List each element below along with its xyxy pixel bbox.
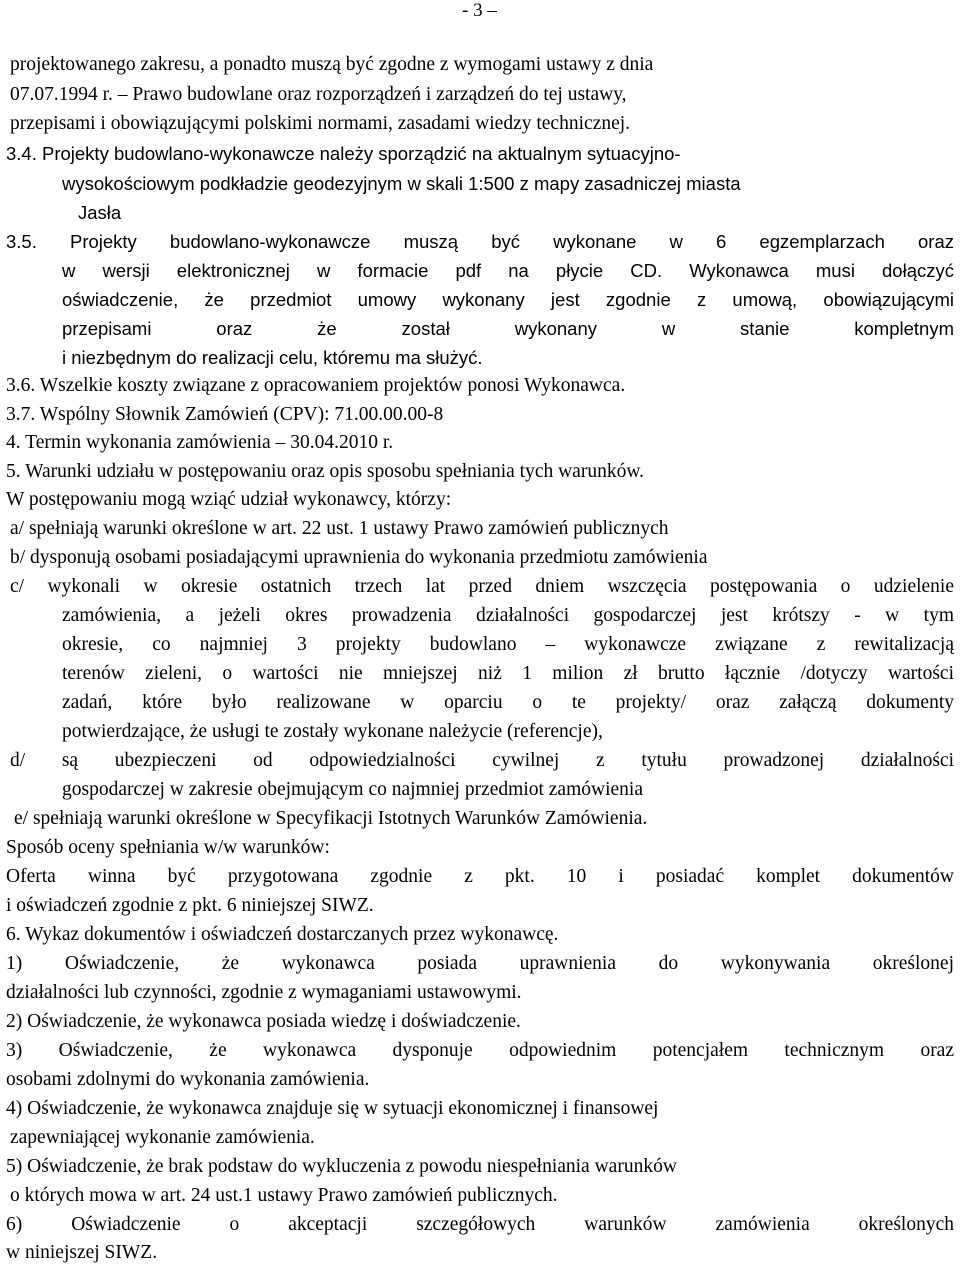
text-line: okresie, co najmniej 3 projekty budowlano – wykonawcze związane z rewitalizacją xyxy=(62,634,954,655)
text-line: zadań, które było realizowane w oparciu o te projekty/ oraz załączą dokumenty xyxy=(62,692,954,713)
text-line: przepisami oraz że został wykonany w stanie kompletnym xyxy=(62,318,954,339)
text-line: osobami zdolnymi do wykonania zamówienia. xyxy=(6,1069,370,1090)
text-line: terenów zieleni, o wartości nie mniejszej niż 1 milion zł brutto łącznie /dotyczy wartości xyxy=(62,663,954,684)
text-line: gospodarczej w zakresie obejmującym co najmniej przedmiot zamówienia xyxy=(62,779,643,800)
text-line: w wersji elektronicznej w formacie pdf na płycie CD. Wykonawca musi dołączyć xyxy=(62,260,954,281)
section-3-5-heading: 3.5. Projekty budowlano-wykonawcze muszą być wykonane w 6 egzemplarzach oraz xyxy=(6,231,954,252)
list-item-1: 1) Oświadczenie, że wykonawca posiada uprawnienia do wykonywania określonej xyxy=(6,953,954,974)
page-number: - 3 – xyxy=(462,0,497,21)
section-3-4-heading: 3.4. Projekty budowlano-wykonawcze należy sporządzić na aktualnym sytuacyjno- xyxy=(6,143,681,164)
text-line: oświadczenie, że przedmiot umowy wykonany jest zgodnie z umową, obowiązującymi xyxy=(62,289,954,310)
text-line: Sposób oceny spełniania w/w warunków: xyxy=(6,837,330,858)
list-item-5: 5) Oświadczenie, że brak podstaw do wykluczenia z powodu niespełniania warunków xyxy=(6,1156,677,1177)
text-line: i niezbędnym do realizacji celu, któremu ma służyć. xyxy=(62,347,483,368)
text-line: o których mowa w art. 24 ust.1 ustawy Prawo zamówień publicznych. xyxy=(10,1185,558,1206)
section-6-heading: 6. Wykaz dokumentów i oświadczeń dostarczanych przez wykonawcę. xyxy=(6,924,559,945)
list-item-e: e/ spełniają warunki określone w Specyfikacji Istotnych Warunków Zamówienia. xyxy=(14,808,648,829)
list-item-4: 4) Oświadczenie, że wykonawca znajduje się w sytuacji ekonomicznej i finansowej xyxy=(6,1098,659,1119)
list-item-a: a/ spełniają warunki określone w art. 22 ust. 1 ustawy Prawo zamówień publicznych xyxy=(10,518,669,539)
text-line: Jasła xyxy=(78,202,122,223)
section-4-heading: 4. Termin wykonania zamówienia – 30.04.2010 r. xyxy=(6,432,394,453)
list-item-c: c/ wykonali w okresie ostatnich trzech lat przed dniem wszczęcia postępowania o udzielenie xyxy=(10,576,954,597)
list-item-3: 3) Oświadczenie, że wykonawca dysponuje odpowiednim potencjałem technicznym oraz xyxy=(6,1040,954,1061)
text-line: w niniejszej SIWZ. xyxy=(6,1242,158,1263)
text-line: potwierdzające, że usługi te zostały wykonane należycie (referencje), xyxy=(62,721,603,742)
text-line: Oferta winna być przygotowana zgodnie z pkt. 10 i posiadać komplet dokumentów xyxy=(6,866,954,887)
text-line: projektowanego zakresu, a ponadto muszą być zgodne z wymogami ustawy z dnia xyxy=(10,54,654,75)
text-line: zamówienia, a jeżeli okres prowadzenia działalności gospodarczej jest krótszy - w tym xyxy=(62,605,954,626)
section-5-heading: 5. Warunki udziału w postępowaniu oraz opis sposobu spełniania tych warunków. xyxy=(6,461,645,482)
list-item-2: 2) Oświadczenie, że wykonawca posiada wiedzę i doświadczenie. xyxy=(6,1011,521,1032)
text-line: działalności lub czynności, zgodnie z wymaganiami ustawowymi. xyxy=(6,982,522,1003)
list-item-d: d/ są ubezpieczeni od odpowiedzialności cywilnej z tytułu prowadzonej działalności xyxy=(10,750,954,771)
list-item-b: b/ dysponują osobami posiadającymi uprawnienia do wykonania przedmiotu zamówienia xyxy=(10,547,708,568)
text-line: 07.07.1994 r. – Prawo budowlane oraz rozporządzeń i zarządzeń do tej ustawy, xyxy=(10,84,627,105)
list-item-6: 6) Oświadczenie o akceptacji szczegółowych warunków zamówienia określonych xyxy=(6,1214,954,1235)
section-3-7-heading: 3.7. Wspólny Słownik Zamówień (CPV): 71.00.00.00-8 xyxy=(6,404,444,425)
text-line: W postępowaniu mogą wziąć udział wykonawcy, którzy: xyxy=(6,489,452,510)
text-line: zapewniającej wykonanie zamówienia. xyxy=(10,1127,315,1148)
text-line: wysokościowym podkładzie geodezyjnym w skali 1:500 z mapy zasadniczej miasta xyxy=(62,173,741,194)
text-line: i oświadczeń zgodnie z pkt. 6 niniejszej SIWZ. xyxy=(6,895,374,916)
section-3-6-heading: 3.6. Wszelkie koszty związane z opracowaniem projektów ponosi Wykonawca. xyxy=(6,375,626,396)
text-line: przepisami i obowiązującymi polskimi normami, zasadami wiedzy technicznej. xyxy=(10,113,631,134)
